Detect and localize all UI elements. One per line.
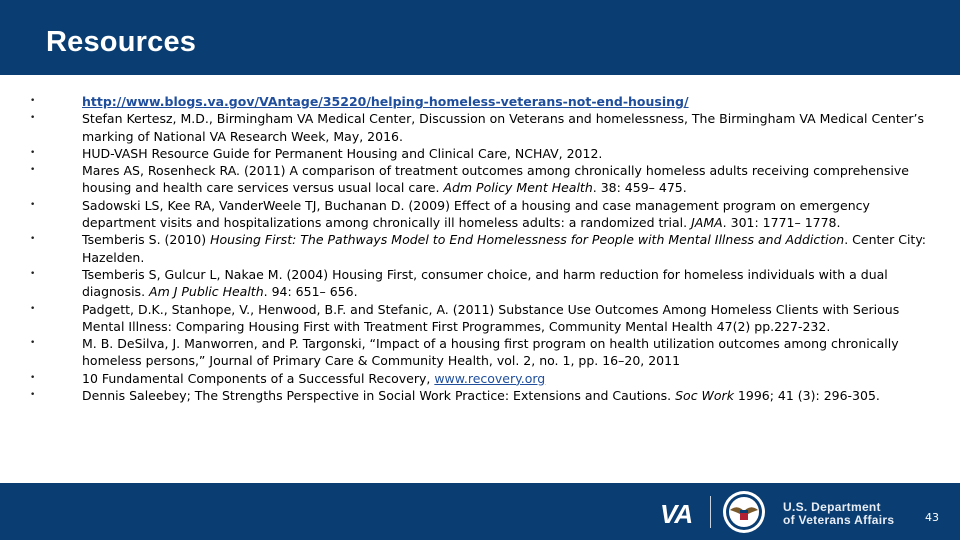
reference-item	[30, 301, 930, 336]
reference-segment: Tsemberis S. (2010)	[82, 232, 211, 248]
reference-segment: Padgett, D.K., Stanhope, V., Henwood, B.F. and Stefanic, A. (2011) Substance Use Outcomes Among Homeless Clients with Serious Mental Illness: Comparing Housing First with Treatment First Programmes, Community Mental Health 47(2) pp.227-232.	[82, 301, 900, 334]
reference-item	[30, 387, 930, 404]
reference-item	[30, 370, 930, 387]
bullet-icon: •	[30, 147, 36, 158]
reference-list	[30, 93, 930, 404]
logo-divider	[710, 496, 711, 528]
reference-item	[30, 335, 930, 370]
reference-item	[30, 162, 930, 197]
reference-text	[82, 387, 930, 404]
reference-link[interactable]: www.recovery.org	[434, 370, 546, 386]
reference-segment: M. B. DeSilva, J. Manworren, and P. Targonski, “Impact of a housing first program on health utilization outcomes among chronically homeless persons,” Journal of Primary Care & Community Health, vol. 2, no. 1, pp. 16–20, 2011	[82, 336, 899, 369]
reference-text	[82, 231, 930, 266]
reference-segment: HUD-VASH Resource Guide for Permanent Housing and Clinical Care, NCHAV, 2012.	[82, 145, 603, 161]
reference-item	[30, 231, 930, 266]
header-bar	[0, 0, 960, 75]
journal-title: JAMA	[691, 215, 723, 231]
reference-segment: Dennis Saleebey; The Strengths Perspective in Social Work Practice: Extensions and Cautions.	[82, 388, 676, 404]
reference-text	[82, 162, 930, 197]
reference-segment: Mares AS, Rosenheck RA. (2011) A comparison of treatment outcomes among chronically homeless adults receiving comprehensive housing and health care services versus usual local care.	[82, 163, 909, 196]
reference-text	[82, 335, 930, 370]
reference-text	[82, 370, 930, 387]
reference-item	[30, 145, 930, 162]
department-name-line2: of Veterans Affairs	[783, 513, 895, 527]
va-seal-icon	[722, 490, 766, 534]
page-number: 43	[925, 511, 939, 524]
reference-text	[82, 266, 930, 301]
journal-title: Am J Public Health	[149, 284, 264, 300]
reference-text	[82, 145, 930, 162]
bullet-icon: •	[30, 268, 36, 279]
reference-text	[82, 301, 930, 336]
reference-segment: 10 Fundamental Components of a Successful Recovery,	[82, 370, 435, 386]
reference-item	[30, 93, 930, 110]
bullet-icon: •	[30, 113, 36, 124]
reference-segment: . 301: 1771– 1778.	[722, 215, 841, 231]
bullet-icon: •	[30, 165, 36, 176]
bullet-icon: •	[30, 199, 36, 210]
va-logo: VA	[660, 499, 693, 529]
reference-segment: . Center City: Hazelden.	[82, 232, 927, 265]
reference-segment: . 38: 459– 475.	[592, 180, 687, 196]
journal-title: Adm Policy Ment Health	[443, 180, 593, 196]
page-title: Resources	[46, 26, 197, 58]
reference-text	[82, 93, 930, 110]
bullet-icon: •	[30, 234, 36, 245]
reference-item	[30, 266, 930, 301]
reference-url-link[interactable]: http://www.blogs.va.gov/VAntage/35220/helping-homeless-veterans-not-end-housing/	[82, 94, 689, 109]
bullet-icon: •	[30, 372, 36, 383]
reference-segment: Tsemberis S, Gulcur L, Nakae M. (2004) Housing First, consumer choice, and harm reduction for homeless individuals with a dual diagnosis.	[82, 266, 888, 300]
bullet-icon: •	[30, 390, 36, 401]
reference-segment: Stefan Kertesz, M.D., Birmingham VA Medical Center, Discussion on Veterans and homelessness, The Birmingham VA Medical Center’s marking of National VA Research Week, May, 2016.	[82, 111, 925, 144]
reference-item	[30, 110, 930, 145]
bullet-icon: •	[30, 303, 36, 314]
reference-text	[82, 197, 930, 232]
department-name-line1: U.S. Department	[783, 500, 881, 514]
reference-segment: . 94: 651– 656.	[263, 284, 358, 300]
journal-title: Soc Work	[675, 388, 734, 404]
bullet-icon: •	[30, 338, 36, 349]
reference-segment: 1996; 41 (3): 296-305.	[733, 388, 880, 404]
bullet-icon: •	[30, 96, 36, 106]
reference-segment: Sadowski LS, Kee RA, VanderWeele TJ, Buchanan D. (2009) Effect of a housing and case management program on emergency department visits and hospitalizations among chronically ill homeless adults: a randomized trial.	[82, 197, 870, 231]
reference-item	[30, 197, 930, 232]
journal-title: Housing First: The Pathways Model to End Homelessness for People with Mental Illness and Addiction	[210, 232, 845, 248]
reference-text	[82, 110, 930, 145]
